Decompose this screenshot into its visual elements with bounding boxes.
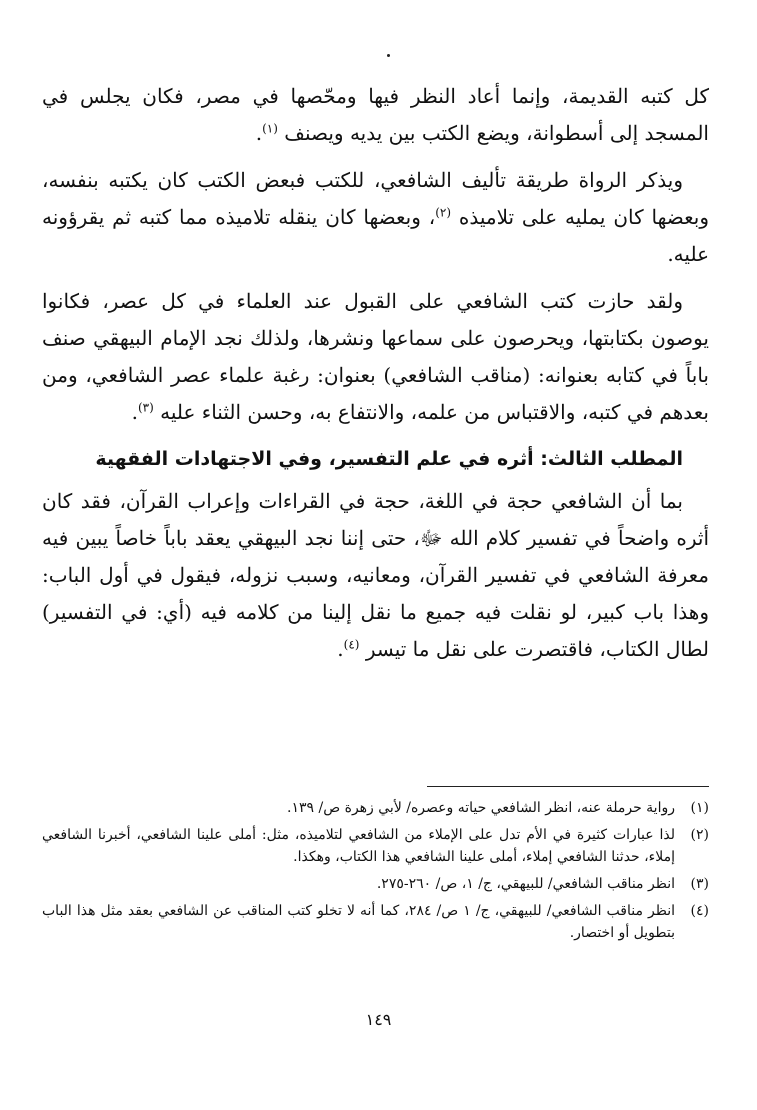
paragraph-2-tail: ، وبعضها كان ينقله تلاميذه مما كتبه ثم يقرؤونه عليه. [42, 205, 709, 266]
paragraph-2-text: ويذكر الرواة طريقة تأليف الشافعي، للكتب فبعض الكتب كان يكتبه بنفسه، وبعضها كان يمليه على تلاميذه [42, 168, 710, 229]
footnote-number: (٢) [690, 827, 709, 843]
footnote-text: انظر مناقب الشافعي/ للبيهقي، ج/ ١ ص/ ٢٨٤، كما أنه لا تخلو كتب المناقب عن الشافعي بعقد مثل هذا الباب بتطويل أو اختصار. [42, 903, 676, 941]
section-heading: المطلب الثالث: أثره في علم التفسير، وفي الاجتهادات الفقهية [95, 448, 683, 470]
footnote-text: لذا عبارات كثيرة في الأم تدل على الإملاء من الشافعي لتلاميذه، مثل: أملى علينا الشافعي، أخبرنا الشافعي إملاء، حدثنا الشافعي إملاء، أملى علينا الشافعي هذا الكتاب، وهكذا. [42, 827, 675, 865]
paragraph-4 [42, 483, 709, 668]
footnote-1 [42, 797, 709, 819]
paragraph-3 [42, 283, 709, 431]
footnote-2 [42, 824, 709, 868]
footnote-divider [427, 786, 709, 787]
footnote-ref-3[interactable]: (٣) [137, 400, 154, 415]
footnotes [42, 797, 709, 949]
paragraph-4-text: بما أن الشافعي حجة في اللغة، حجة في القراءات وإعراب القرآن، فقد كان أثره واضحاً في تفسير كلام الله ﷻ، حتى إننا نجد البيهقي يعقد باباً خاصاً يبين فيه معرفة الشافعي في تفسير القرآن، ومعانيه، وسبب نزوله، فيقول في أول الباب: وهذا باب كبير، لو نقلت فيه جميع ما نقل إلينا من كلامه فيه (أي: في التفسير) لطال الكتاب، فاقتصرت على نقل ما تيسر [42, 489, 709, 661]
paragraph-1-tail: . [255, 121, 263, 145]
page-number: ١٤٩ [365, 1010, 392, 1029]
page-mark [387, 54, 390, 57]
paragraph-1 [42, 78, 709, 152]
footnote-text: رواية حرملة عنه، انظر الشافعي حياته وعصره/ لأبي زهرة ص/ ١٣٩. [287, 800, 675, 816]
footnote-number: (٣) [690, 876, 709, 892]
footnote-4 [42, 900, 709, 944]
paragraph-2 [42, 162, 709, 273]
footnote-ref-4[interactable]: (٤) [343, 637, 360, 652]
footnote-number: (١) [690, 800, 709, 816]
footnote-ref-1[interactable]: (١) [262, 121, 278, 136]
footnote-3 [42, 873, 709, 895]
paragraph-3-tail: . [131, 400, 138, 424]
paragraph-4-tail: . [337, 637, 344, 661]
main-text [42, 78, 709, 678]
paragraph-3-text: ولقد حازت كتب الشافعي على القبول عند العلماء في كل عصر، فكانوا يوصون بكتابتها، ويحرصون على سماعها ونشرها، ولذلك نجد الإمام البيهقي صنف باباً في كتابه بعنوانه: (مناقب الشافعي) بعنوان: رغبة علماء عصر الشافعي، ومن بعدهم في كتبه، والاقتباس من علمه، والانتفاع به، وحسن الثناء عليه [42, 289, 709, 424]
footnote-number: (٤) [690, 903, 709, 919]
paragraph-1-text: كل كتبه القديمة، وإنما أعاد النظر فيها ومحّصها في مصر، فكان يجلس في المسجد إلى أسطوانة، ويضع الكتب بين يديه ويصنف [42, 84, 709, 145]
footnote-text: انظر مناقب الشافعي/ للبيهقي، ج/ ١، ص/ ٢٦٠-٢٧٥. [376, 876, 675, 892]
footnote-ref-2[interactable]: (٢) [435, 205, 452, 220]
